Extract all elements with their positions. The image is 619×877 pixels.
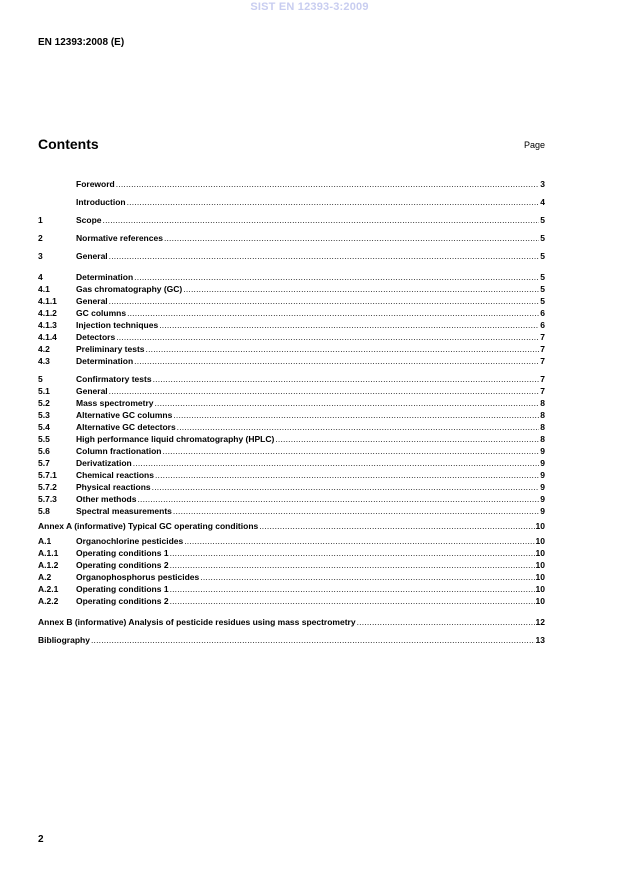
toc-entry-number: 4.1 [38,284,50,294]
toc-entry-gas-chromatography[interactable] [38,283,545,295]
toc-entry-organophosphorus-pesticides[interactable] [38,571,545,583]
dot-leader [184,535,534,547]
dot-leader [133,457,540,469]
toc-entry-injection-techniques[interactable] [38,319,545,331]
toc-entry-title: Introduction [76,197,126,207]
toc-entry-detectors[interactable] [38,331,545,343]
toc-entry-page: 7 [540,386,545,396]
toc-entry-title: Operating conditions 2 [76,596,169,606]
toc-entry-page: 7 [540,356,545,366]
dot-leader [200,571,534,583]
dot-leader [159,319,539,331]
toc-entry-foreword[interactable] [38,175,545,193]
toc-entry-title: Chemical reactions [76,470,154,480]
dot-leader [109,295,540,307]
toc-entry-annex-b[interactable] [38,613,545,631]
toc-entry-number: 3 [38,251,43,261]
toc-entry-a12-operating-conditions-2[interactable] [38,559,545,571]
toc-entry-page: 9 [540,446,545,456]
toc-entry-title: Determination [76,272,134,282]
toc-entry-title: General [76,386,108,396]
toc-entry-title: Injection techniques [76,320,159,330]
toc-entry-number: 2 [38,233,43,243]
dot-leader [137,493,539,505]
toc-entry-title: Physical reactions [76,482,151,492]
toc-entry-page: 5 [540,251,545,261]
toc-entry-title: Mass spectrometry [76,398,154,408]
toc-entry-page: 12 [535,617,545,627]
toc-entry-page: 10 [535,584,545,594]
toc-entry-column-fractionation[interactable] [38,445,545,457]
toc-entry-gc-columns[interactable] [38,307,545,319]
toc-entry-title: Determination [76,356,134,366]
dot-leader [173,505,539,517]
toc-entry-title: Column fractionation [76,446,162,456]
toc-entry-alternative-gc-columns[interactable] [38,409,545,421]
toc-entry-a21-operating-conditions-1[interactable] [38,583,545,595]
dot-leader [154,397,539,409]
toc-entry-title: Normative references [76,233,163,243]
toc-entry-page: 5 [540,296,545,306]
toc-entry-title: Alternative GC detectors [76,422,176,432]
toc-entry-title: Other methods [76,494,137,504]
toc-entry-title: General [76,296,108,306]
toc-entry-number: 5.6 [38,446,50,456]
toc-entry-number: 1 [38,215,43,225]
toc-entry-page: 9 [540,458,545,468]
toc-entry-introduction[interactable] [38,193,545,211]
toc-entry-mass-spectrometry[interactable] [38,397,545,409]
toc-entry-title: Operating conditions 1 [76,548,169,558]
dot-leader [153,373,540,385]
toc-entry-physical-reactions[interactable] [38,481,545,493]
toc-entry-number: 5.7.2 [38,482,57,492]
page-number: 2 [38,834,44,845]
toc-entry-page: 6 [540,308,545,318]
toc-entry-number: 4.1.4 [38,332,57,342]
toc-entry-page: 3 [540,179,545,189]
toc-entry-derivatization[interactable] [38,457,545,469]
dot-leader [109,385,540,397]
dot-leader [146,343,540,355]
toc-entry-page: 10 [535,548,545,558]
dot-leader [170,583,535,595]
toc-entry-spectral-measurements[interactable] [38,505,545,517]
toc-entry-page: 10 [535,521,545,531]
toc-entry-a11-operating-conditions-1[interactable] [38,547,545,559]
toc-entry-hplc[interactable] [38,433,545,445]
toc-entry-title: Derivatization [76,458,132,468]
toc-entry-page: 8 [540,434,545,444]
toc-entry-title: Scope [76,215,102,225]
dot-leader [155,469,539,481]
toc-entry-page: 10 [535,596,545,606]
toc-entry-title: High performance liquid chromatography (HPLC) [76,434,275,444]
toc-entry-number: 4.1.1 [38,296,57,306]
dot-leader [170,559,535,571]
dot-leader [164,229,539,247]
contents-title: Contents [38,136,99,152]
toc-entry-title: Annex B (informative) Analysis of pesticide residues using mass spectrometry [38,617,356,627]
dot-leader [109,247,540,265]
dot-leader [173,409,539,421]
toc-entry-number: A.2 [38,572,52,582]
toc-entry-title: Operating conditions 1 [76,584,169,594]
toc-entry-confirmatory-general[interactable] [38,385,545,397]
toc-entry-title: GC columns [76,308,127,318]
toc-entry-title: Spectral measurements [76,506,172,516]
toc-entry-confirmatory-tests[interactable] [38,373,545,385]
watermark: SIST EN 12393-3:2009 [250,1,369,13]
dot-leader [127,307,539,319]
toc-entry-number: A.1.1 [38,548,59,558]
toc-entry-page: 5 [540,233,545,243]
dot-leader [170,595,535,607]
toc-entry-title: General [76,251,108,261]
toc-entry-determination-sub[interactable] [38,355,545,367]
toc-entry-page: 9 [540,470,545,480]
toc-entry-number: 5.2 [38,398,50,408]
toc-entry-page: 7 [540,332,545,342]
toc-entry-number: 4.2 [38,344,50,354]
toc-entry-organochlorine-pesticides[interactable] [38,535,545,547]
toc-entry-page: 5 [540,215,545,225]
toc-entry-title: Annex A (informative) Typical GC operating conditions [38,521,259,531]
toc-entry-other-methods[interactable] [38,493,545,505]
toc-entry-page: 8 [540,422,545,432]
toc-entry-number: 5.7.3 [38,494,57,504]
dot-leader [134,271,539,283]
toc-entry-number: 5.7.1 [38,470,57,480]
toc-entry-page: 5 [540,284,545,294]
toc-entry-annex-a[interactable] [38,517,545,535]
toc-entry-number: 4.1.2 [38,308,57,318]
toc-entry-alternative-gc-detectors[interactable] [38,421,545,433]
toc-entry-normative-references[interactable] [38,229,545,247]
toc-entry-title: Bibliography [38,635,90,645]
toc-entry-number: 4.1.3 [38,320,57,330]
toc-entry-page: 9 [540,506,545,516]
dot-leader [134,355,539,367]
toc-entry-title: Foreword [76,179,115,189]
dot-leader [91,631,535,649]
toc-entry-number: 5.5 [38,434,50,444]
toc-entry-page: 9 [540,494,545,504]
toc-entry-page: 9 [540,482,545,492]
toc-entry-number: 4 [38,272,43,282]
dot-leader [116,331,539,343]
toc-entry-page: 10 [535,560,545,570]
toc-entry-number: 4.3 [38,356,50,366]
dot-leader [152,481,540,493]
dot-leader [259,517,534,535]
dot-leader [177,421,540,433]
document-id: EN 12393:2008 (E) [38,37,125,48]
toc-entry-page: 8 [540,398,545,408]
toc-entry-gc-general[interactable] [38,295,545,307]
toc-entry-a22-operating-conditions-2[interactable] [38,595,545,607]
dot-leader [275,433,539,445]
toc-entry-title: Detectors [76,332,116,342]
toc-entry-page: 8 [540,410,545,420]
dot-leader [170,547,535,559]
table-of-contents [38,175,545,649]
toc-entry-title: Organochlorine pesticides [76,536,184,546]
toc-entry-title: Confirmatory tests [76,374,152,384]
toc-entry-page: 10 [535,572,545,582]
toc-entry-general[interactable] [38,247,545,265]
toc-entry-number: A.2.1 [38,584,59,594]
toc-entry-determination[interactable] [38,271,545,283]
toc-entry-number: A.2.2 [38,596,59,606]
dot-leader [103,211,540,229]
toc-entry-page: 13 [535,635,545,645]
toc-entry-page: 5 [540,272,545,282]
toc-entry-title: Organophosphorus pesticides [76,572,200,582]
page-column-label: Page [523,140,545,150]
toc-entry-number: A.1.2 [38,560,59,570]
toc-entry-title: Alternative GC columns [76,410,173,420]
toc-entry-title: Preliminary tests [76,344,145,354]
toc-entry-number: 5.4 [38,422,50,432]
toc-entry-page: 7 [540,344,545,354]
dot-leader [127,193,540,211]
toc-entry-number: 5.1 [38,386,50,396]
toc-entry-number: 5.7 [38,458,50,468]
toc-entry-chemical-reactions[interactable] [38,469,545,481]
toc-entry-page: 10 [535,536,545,546]
toc-entry-number: 5.3 [38,410,50,420]
dot-leader [183,283,539,295]
toc-entry-page: 6 [540,320,545,330]
dot-leader [162,445,539,457]
toc-entry-bibliography[interactable] [38,631,545,649]
toc-entry-page: 4 [540,197,545,207]
toc-entry-preliminary-tests[interactable] [38,343,545,355]
dot-leader [357,613,535,631]
toc-entry-number: A.1 [38,536,52,546]
toc-entry-title: Operating conditions 2 [76,560,169,570]
toc-entry-title: Gas chromatography (GC) [76,284,183,294]
dot-leader [116,175,540,193]
toc-entry-scope[interactable] [38,211,545,229]
toc-entry-page: 7 [540,374,545,384]
toc-entry-number: 5.8 [38,506,50,516]
toc-entry-number: 5 [38,374,43,384]
